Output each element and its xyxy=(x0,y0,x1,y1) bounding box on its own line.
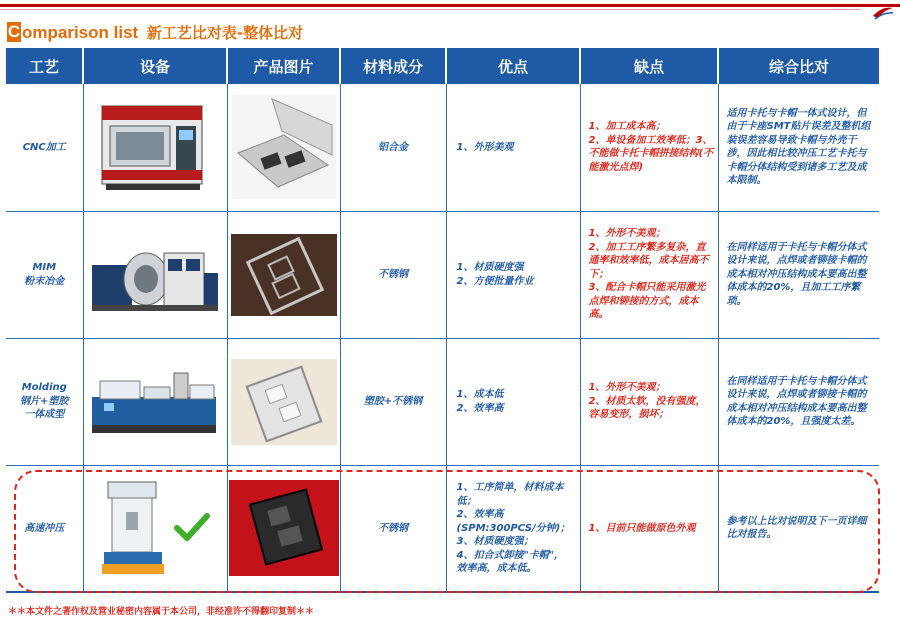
header-cons: 缺点 xyxy=(580,48,718,84)
product-image-mim xyxy=(227,211,340,338)
title-english: omparison list xyxy=(22,22,139,42)
stamping-press-image xyxy=(100,478,168,578)
checkmark-icon xyxy=(174,513,210,543)
material-cell: 塑胶+不锈钢 xyxy=(340,338,446,465)
title-letter-block: C xyxy=(7,22,21,41)
header-pros: 优点 xyxy=(446,48,580,84)
stamping-tray-image xyxy=(229,480,339,576)
material-cell: 不锈钢 xyxy=(340,211,446,338)
table-header-row xyxy=(6,48,879,84)
process-cell: MIM 粉末冶金 xyxy=(6,211,83,338)
equipment-image-mim xyxy=(83,211,227,338)
cnc-machine-image xyxy=(96,98,214,196)
process-cell: Molding 钢片+塑胶 一体成型 xyxy=(6,338,83,465)
page-title xyxy=(7,20,303,44)
material-cell: 不锈钢 xyxy=(340,465,446,592)
header-material: 材料成分 xyxy=(340,48,446,84)
corner-swoosh-icon xyxy=(872,4,894,20)
header-product-image: 产品图片 xyxy=(227,48,340,84)
table-row xyxy=(6,84,879,211)
header-equipment: 设备 xyxy=(83,48,227,84)
equipment-image-molding xyxy=(83,338,227,465)
top-red-rule xyxy=(0,4,900,7)
pros-cell: 1、材质硬度强 2、方便批量作业 xyxy=(446,211,580,338)
process-cell: 高速冲压 xyxy=(6,465,83,592)
cons-cell: 1、外形不美观； 2、材质太软，没有强度，容易变形，损坏； xyxy=(580,338,718,465)
pros-cell: 1、外形美观 xyxy=(446,84,580,211)
mim-furnace-image xyxy=(90,235,220,315)
cons-cell: 1、外形不美观； 2、加工工序繁多复杂，直通率和效率低，成本居高不下； 3、配合卡帽只能采用激光点焊和铆接的方式，成本高。 xyxy=(580,211,718,338)
equipment-image-stamping xyxy=(83,465,227,592)
mim-tray-image xyxy=(231,234,337,316)
summary-cell: 在同样适用于卡托与卡帽分体式设计来说，点焊或者铆接卡帽的成本相对冲压结构成本要高出整体成本的20%，且强度太差。 xyxy=(718,338,879,465)
process-cell: CNC加工 xyxy=(6,84,83,211)
summary-cell: 在同样适用于卡托与卡帽分体式设计来说，点焊或者铆接卡帽的成本相对冲压结构成本要高出整体成本的20%，且加工工序繁琐。 xyxy=(718,211,879,338)
table-row xyxy=(6,465,879,592)
molding-tray-image xyxy=(231,359,337,445)
header-summary: 综合比对 xyxy=(718,48,879,84)
pros-cell: 1、工序简单，材料成本低； 2、效率高(SPM:300PCS/分钟)； 3、材质硬度强； 4、扣合式卸接"卡帽"，效率高，成本低。 xyxy=(446,465,580,592)
cons-cell: 1、目前只能做原色外观 xyxy=(580,465,718,592)
summary-cell: 参考以上比对说明及下一页详细比对报告。 xyxy=(718,465,879,592)
molding-machine-image xyxy=(90,367,220,437)
cnc-tray-image xyxy=(232,95,336,199)
pros-cell: 1、成本低 2、效率高 xyxy=(446,338,580,465)
product-image-stamping xyxy=(227,465,340,592)
table-row xyxy=(6,211,879,338)
top-thin-rule xyxy=(0,9,860,10)
title-chinese: 新工艺比对表-整体比对 xyxy=(146,23,304,42)
cons-cell: 1、加工成本高； 2、单设备加工效率低；3、不能做卡托卡帽拼接结构(不能激光点焊) xyxy=(580,84,718,211)
confidentiality-footer: ＊＊本文件之著作权及营业秘密内容属于本公司，非经准许不得翻印复制＊＊ xyxy=(8,607,315,617)
comparison-table xyxy=(6,48,879,593)
equipment-image-cnc xyxy=(83,84,227,211)
material-cell: 铝合金 xyxy=(340,84,446,211)
header-process: 工艺 xyxy=(6,48,83,84)
table-row xyxy=(6,338,879,465)
product-image-cnc xyxy=(227,84,340,211)
product-image-molding xyxy=(227,338,340,465)
summary-cell: 适用卡托与卡帽一体式设计，但由于卡座SMT贴片误差及整机组装误差容易导致卡帽与外壳干涉，因此相比较冲压工艺卡托与卡帽分体结构受到诸多工艺及成本限制。 xyxy=(718,84,879,211)
